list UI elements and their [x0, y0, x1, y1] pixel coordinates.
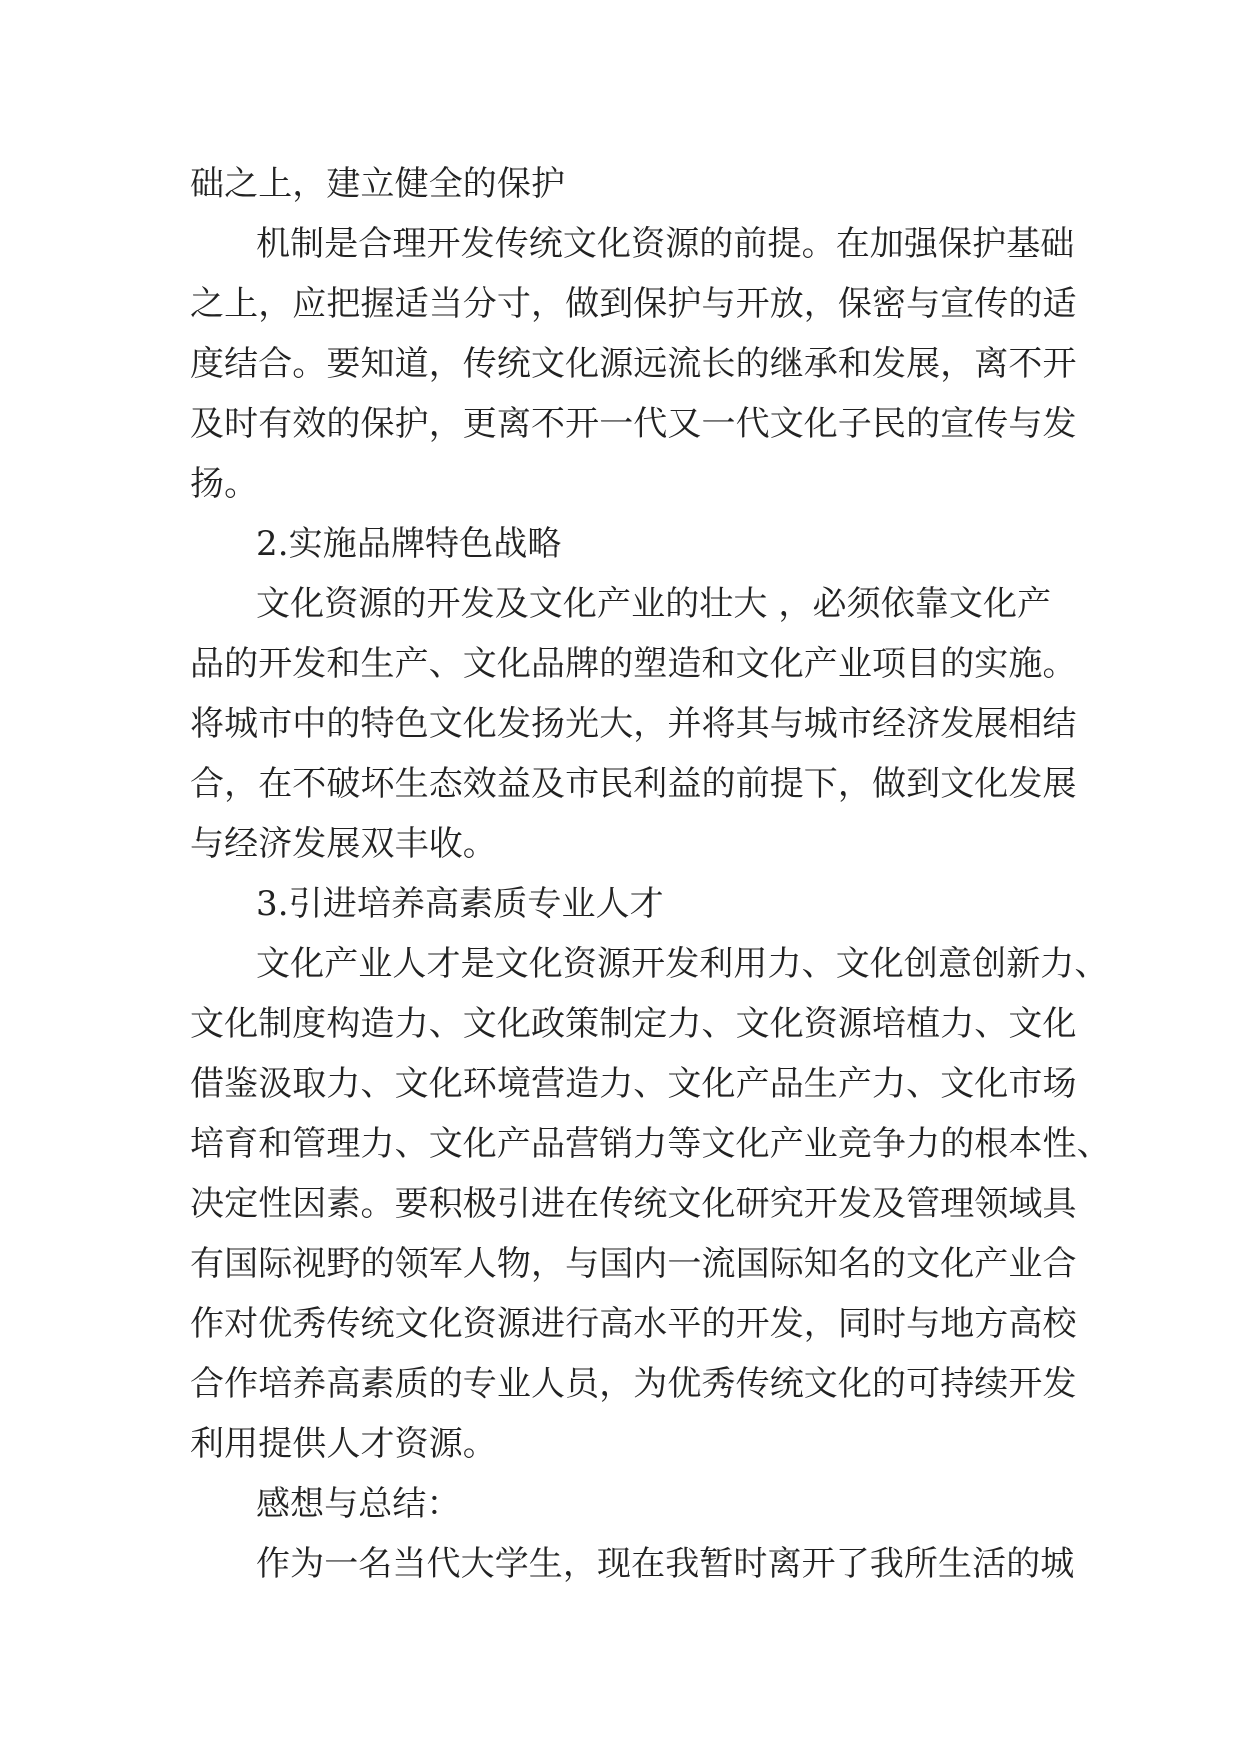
text-line: 础之上，建立健全的保护	[190, 164, 566, 204]
text-line: 将城市中的特色文化发扬光大，并将其与城市经济发展相结	[190, 704, 1077, 744]
text-line: 机制是合理开发传统文化资源的前提。在加强保护基础	[256, 224, 1075, 264]
text-line: 合作培养高素质的专业人员，为优秀传统文化的可持续开发	[190, 1364, 1077, 1404]
text-line: 有国际视野的领军人物，与国内一流国际知名的文化产业合	[190, 1244, 1077, 1284]
text-line: 品的开发和生产、文化品牌的塑造和文化产业项目的实施。	[190, 644, 1077, 684]
text-line: 文化制度构造力、文化政策制定力、文化资源培植力、文化	[190, 1004, 1077, 1044]
text-line: 文化产业人才是文化资源开发利用力、文化创意创新力、	[256, 944, 1109, 984]
text-line: 作为一名当代大学生，现在我暂时离开了我所生活的城	[256, 1544, 1075, 1584]
text-line: 之上，应把握适当分寸，做到保护与开放，保密与宣传的适	[190, 284, 1077, 324]
text-line: 及时有效的保护，更离不开一代又一代文化子民的宣传与发	[190, 404, 1077, 444]
text-line: 利用提供人才资源。	[190, 1424, 497, 1464]
text-line: 文化资源的开发及文化产业的壮大 ，必须依靠文化产	[256, 584, 1052, 624]
text-line: 决定性因素。要积极引进在传统文化研究开发及管理领域具	[190, 1184, 1077, 1224]
text-line: 作对优秀传统文化资源进行高水平的开发，同时与地方高校	[190, 1304, 1077, 1344]
text-line: 培育和管理力、文化产品营销力等文化产业竞争力的根本性、	[190, 1124, 1111, 1164]
text-line: 扬。	[190, 464, 259, 504]
text-line: 合，在不破坏生态效益及市民利益的前提下，做到文化发展	[190, 764, 1077, 804]
text-line: 与经济发展双丰收。	[190, 824, 497, 864]
section-heading: 感想与总结：	[256, 1484, 461, 1524]
text-line: 度结合。要知道，传统文化源远流长的继承和发展，离不开	[190, 344, 1077, 384]
text-line: 借鉴汲取力、文化环境营造力、文化产品生产力、文化市场	[190, 1064, 1077, 1104]
section-heading: 3.引进培养高素质专业人才	[256, 884, 664, 924]
section-heading: 2.实施品牌特色战略	[256, 524, 562, 564]
